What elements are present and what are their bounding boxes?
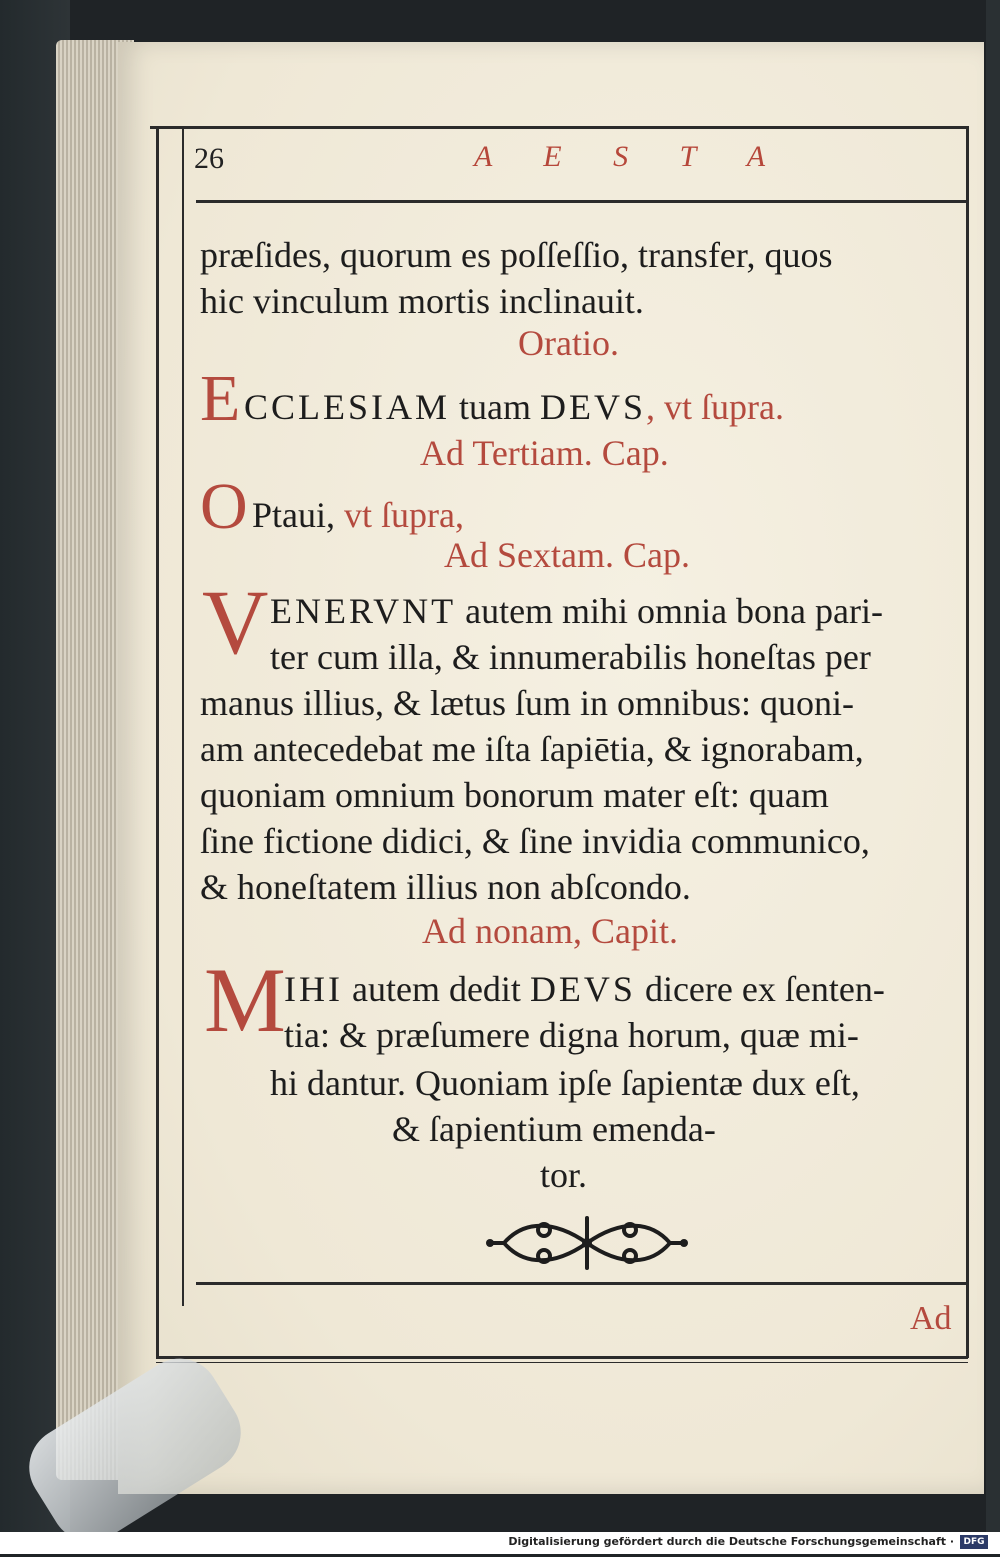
frame-left-rule xyxy=(156,126,159,1358)
text-line: manus illius, & lætus ſum in omnibus: quoni- xyxy=(200,683,855,723)
smallcaps-deus: DEVS xyxy=(540,387,647,427)
catchword: Ad xyxy=(910,1300,952,1337)
text-line-mihi xyxy=(284,966,1000,1012)
frame-inner-left-rule xyxy=(182,126,184,1306)
text-span: dicere ex ſenten- xyxy=(635,969,885,1009)
running-head: A E S T A xyxy=(474,140,788,173)
frame-bottom-rule xyxy=(156,1356,968,1359)
header-rule xyxy=(196,200,966,203)
text-line-venerunt xyxy=(270,588,1000,634)
drop-initial-m: M xyxy=(204,949,286,1051)
heading-ad-tertiam: Ad Tertiam. Cap. xyxy=(420,433,669,473)
text-line: & honeſtatem illius non abſcondo. xyxy=(200,867,691,907)
text-span: autem dedit xyxy=(342,969,530,1009)
drop-initial-v: V xyxy=(202,571,269,673)
smallcaps-word: ENERVNT xyxy=(270,591,457,631)
text-line: am antecedebat me iſta ſapiētia, & ignorabam, xyxy=(200,729,864,769)
text-line-ecclesiam xyxy=(244,384,1000,430)
smallcaps-deus: DEVS xyxy=(529,969,636,1009)
text-line: tor. xyxy=(540,1155,588,1195)
frame-bottom-thin-rule xyxy=(156,1362,968,1363)
text-line: & ſapientium emenda- xyxy=(392,1109,716,1149)
text-line: ſine fictione didici, & ſine invidia communico, xyxy=(200,821,870,861)
page-number: 26 xyxy=(194,142,224,175)
text-span: Ptaui, xyxy=(252,495,345,535)
text-line-optaui xyxy=(252,492,1000,538)
heading-oratio: Oratio. xyxy=(518,323,619,363)
text-line: tia: & præſumere digna horum, quæ mi- xyxy=(284,1015,859,1055)
drop-initial-o: O xyxy=(200,470,248,543)
rubric-span: vt ſupra, xyxy=(344,495,464,535)
frame-top-rule xyxy=(150,126,968,129)
fleuron-ornament-icon xyxy=(484,1210,690,1276)
heading-ad-sextam: Ad Sextam. Cap. xyxy=(444,535,690,575)
background-right xyxy=(986,0,1000,1554)
rubric-span: , vt ſupra. xyxy=(646,387,785,427)
footer-rule xyxy=(196,1282,966,1285)
smallcaps-word: CCLESIAM xyxy=(244,387,451,427)
text-line: hic vinculum mortis inclinauit. xyxy=(200,281,644,321)
drop-initial-e: E xyxy=(200,362,241,435)
text-line: præſides, quorum es poſſeſſio, transfer, quos xyxy=(200,235,833,275)
funding-notice: Digitalisierung gefördert durch die Deutsche Forschungsgemeinschaft · xyxy=(508,1535,954,1548)
dfg-logo-icon: DFG xyxy=(960,1535,988,1549)
text-line: ter cum illa, & innumerabilis honeſtas per xyxy=(270,637,871,677)
text-line: quoniam omnium bonorum mater eſt: quam xyxy=(200,775,829,815)
text-line: hi dantur. Quoniam ipſe ſapientæ dux eſt, xyxy=(270,1063,860,1103)
text-span: autem mihi omnia bona pari- xyxy=(456,591,883,631)
text-span: tuam xyxy=(450,387,541,427)
smallcaps-word: IHI xyxy=(284,969,343,1009)
heading-ad-nonam: Ad nonam, Capit. xyxy=(422,911,678,951)
